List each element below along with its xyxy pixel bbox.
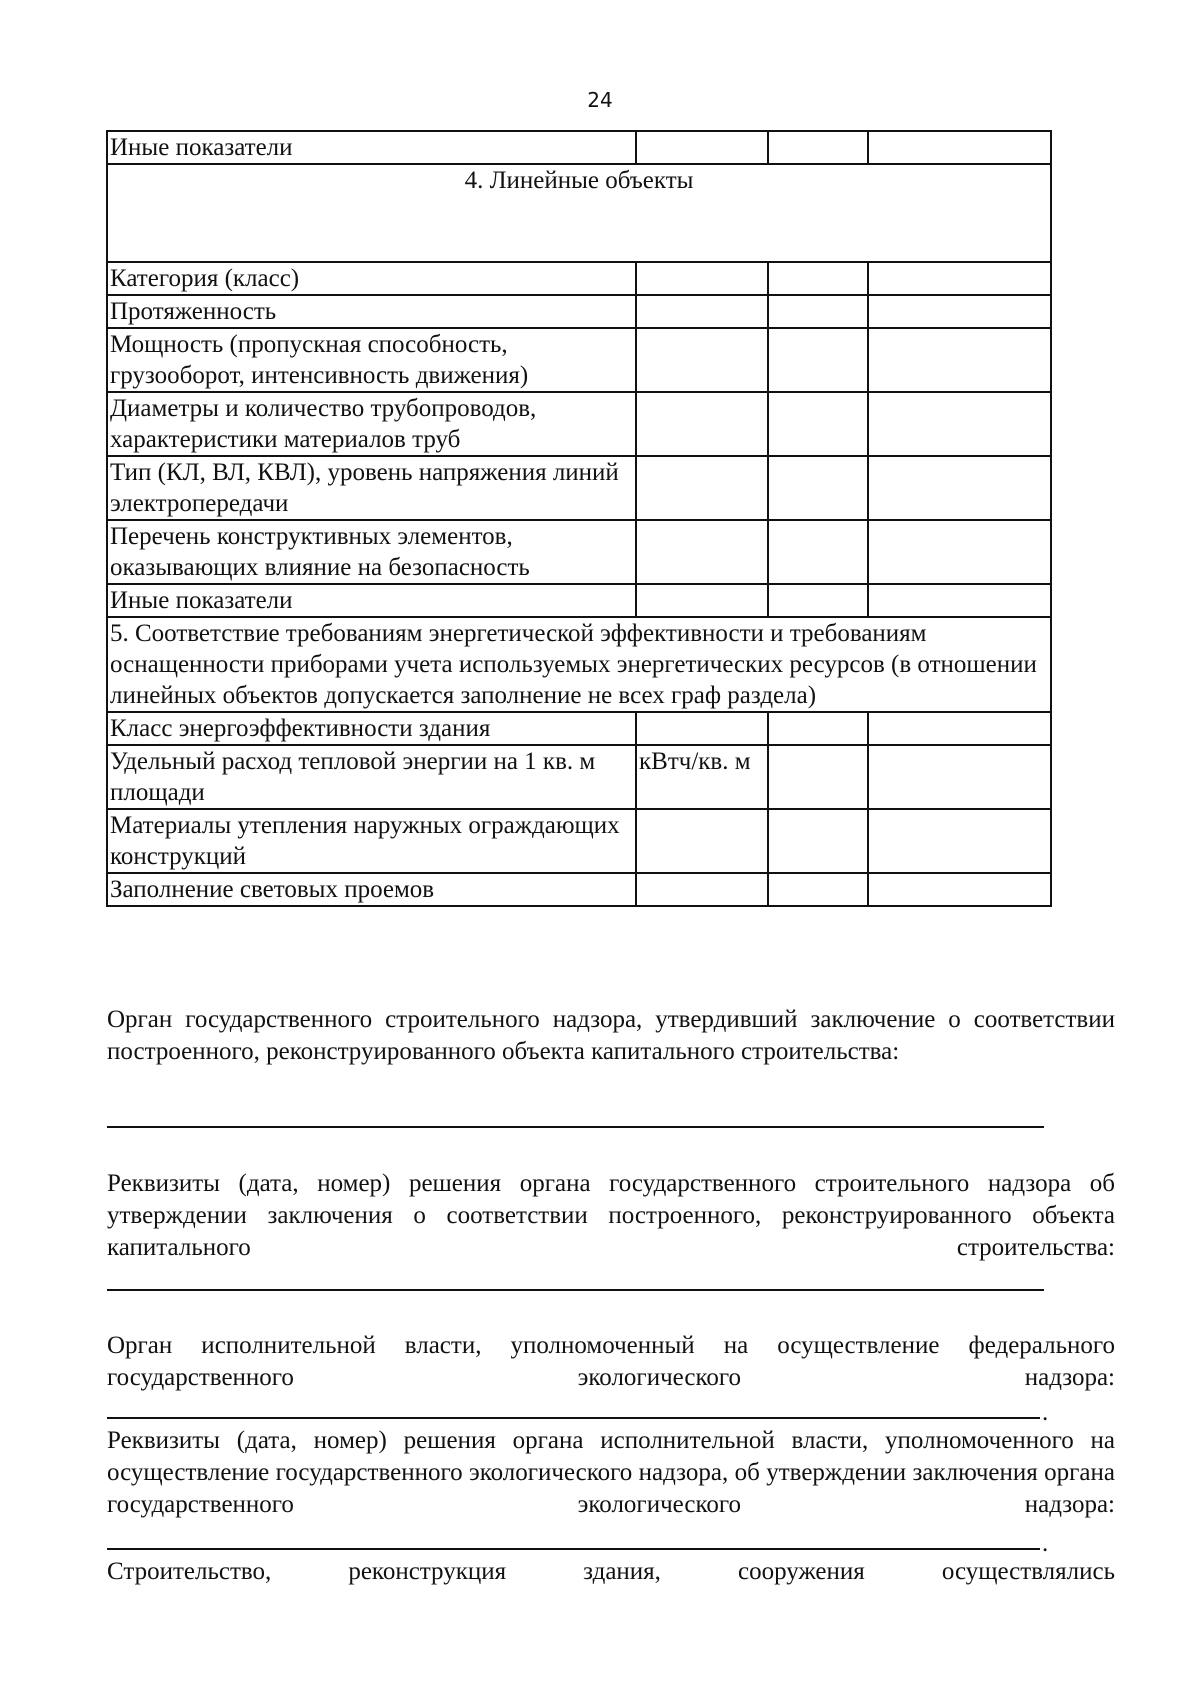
- row-unit: [636, 456, 768, 520]
- eco-body-end-mark: .: [1042, 1399, 1049, 1426]
- row-design-value: [768, 584, 868, 617]
- table-row: [107, 328, 1051, 392]
- row-actual-value: [868, 712, 1051, 745]
- row-design-value: [768, 262, 868, 295]
- row-design-value: [768, 456, 868, 520]
- supervision-decision-fill-line: [107, 1289, 1044, 1291]
- table-row: [107, 520, 1051, 584]
- row-label: Перечень конструктивных элементов, оказывающих влияние на безопасность: [107, 520, 636, 584]
- row-unit: [636, 584, 768, 617]
- page-number: 24: [587, 88, 613, 112]
- section-row: [107, 617, 1051, 712]
- supervision-decision-paragraph: Реквизиты (дата, номер) решения органа государственного строительного надзора об утверждении заключения о соответствии построенного, реконструированного объекта капитального строительства:: [107, 1170, 1115, 1261]
- section-row: [107, 164, 1051, 262]
- row-label: Класс энергоэффективности здания: [107, 712, 636, 745]
- row-actual-value: [868, 131, 1051, 164]
- row-unit: [636, 328, 768, 392]
- row-label: Заполнение световых проемов: [107, 873, 636, 906]
- table-row: [107, 131, 1051, 164]
- row-label: Материалы утепления наружных ограждающих конструкций: [107, 809, 636, 873]
- row-actual-value: [868, 295, 1051, 328]
- construction-paragraph: [107, 1556, 1115, 1588]
- row-unit: [636, 712, 768, 745]
- row-design-value: [768, 392, 868, 456]
- table-row: [107, 873, 1051, 906]
- table-row: [107, 745, 1051, 809]
- row-actual-value: [868, 873, 1051, 906]
- construction-text: Строительство, реконструкция здания, сооружения осуществлялись: [107, 1558, 1115, 1585]
- supervision-body-fill-line: [107, 1126, 1044, 1128]
- row-unit: [636, 295, 768, 328]
- eco-body-fill-line: [107, 1417, 1040, 1419]
- row-design-value: [768, 328, 868, 392]
- row-actual-value: [868, 745, 1051, 809]
- table-row: [107, 712, 1051, 745]
- row-label: Тип (КЛ, ВЛ, КВЛ), уровень напряжения линий электропередачи: [107, 456, 636, 520]
- section-heading: 4. Линейные объекты: [107, 164, 1051, 262]
- row-actual-value: [868, 262, 1051, 295]
- row-label: Удельный расход тепловой энергии на 1 кв. м площади: [107, 745, 636, 809]
- indicators-table: [106, 130, 1052, 907]
- row-unit: [636, 131, 768, 164]
- section-heading: 5. Соответствие требованиям энергетической эффективности и требованиям оснащенности приборами учета используемых энергетических ресурсов (в отношении линейных объектов допускается заполнение не всех граф раздела): [107, 617, 1051, 712]
- row-unit: [636, 392, 768, 456]
- table-row: [107, 456, 1051, 520]
- row-unit: [636, 809, 768, 873]
- table-row: [107, 262, 1051, 295]
- row-design-value: [768, 520, 868, 584]
- eco-body-paragraph: Орган исполнительной власти, уполномоченный на осуществление федерального государственного экологического надзора:: [107, 1332, 1115, 1391]
- supervision-body-paragraph: Орган государственного строительного надзора, утвердивший заключение о соответствии построенного, реконструированного объекта капитального строительства:: [107, 1006, 1115, 1065]
- row-actual-value: [868, 392, 1051, 456]
- table-row: [107, 392, 1051, 456]
- row-design-value: [768, 745, 868, 809]
- row-actual-value: [868, 584, 1051, 617]
- row-label: Диаметры и количество трубопроводов, характеристики материалов труб: [107, 392, 636, 456]
- row-actual-value: [868, 456, 1051, 520]
- row-actual-value: [868, 520, 1051, 584]
- row-label: Иные показатели: [107, 584, 636, 617]
- row-unit: [636, 262, 768, 295]
- row-label: Протяженность: [107, 295, 636, 328]
- row-unit: [636, 520, 768, 584]
- table-row: [107, 584, 1051, 617]
- row-actual-value: [868, 328, 1051, 392]
- table-row: [107, 295, 1051, 328]
- row-design-value: [768, 712, 868, 745]
- eco-decision-fill-line: [107, 1548, 1040, 1550]
- row-unit: кВтч/кв. м: [636, 745, 768, 809]
- eco-decision-paragraph: Реквизиты (дата, номер) решения органа исполнительной власти, уполномоченного на осуществление государственного экологического надзора, об утверждении заключения органа государственного экологического надзора:: [107, 1427, 1115, 1518]
- row-design-value: [768, 295, 868, 328]
- row-design-value: [768, 131, 868, 164]
- row-label: Категория (класс): [107, 262, 636, 295]
- row-label: Иные показатели: [107, 131, 636, 164]
- row-label: Мощность (пропускная способность, грузооборот, интенсивность движения): [107, 328, 636, 392]
- eco-decision-end-mark: .: [1042, 1530, 1049, 1557]
- row-unit: [636, 873, 768, 906]
- table-row: [107, 809, 1051, 873]
- row-actual-value: [868, 809, 1051, 873]
- row-design-value: [768, 873, 868, 906]
- row-design-value: [768, 809, 868, 873]
